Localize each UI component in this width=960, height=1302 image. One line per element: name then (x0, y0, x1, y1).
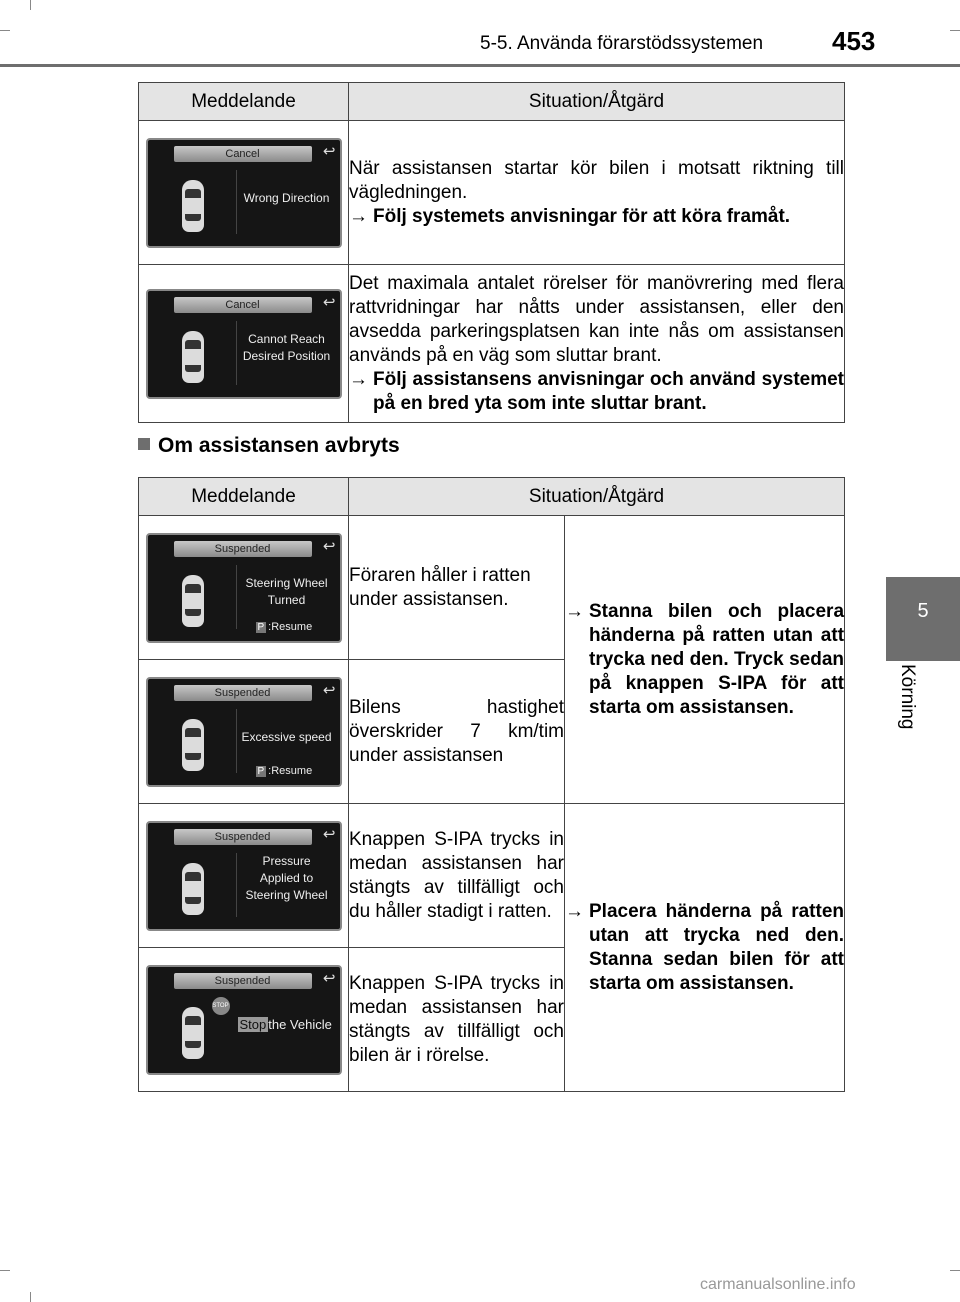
parking-button-icon: P (257, 765, 265, 777)
status-bar: Suspended (174, 829, 312, 845)
display-screen (146, 138, 342, 248)
display-screen (146, 677, 342, 787)
display-screen (146, 965, 342, 1075)
section-heading-text: Om assistansen avbryts (158, 434, 400, 457)
display-screen (146, 289, 342, 399)
column-header-situation: Situation/Åtgärd (349, 478, 845, 516)
situation-text: Knappen S-IPA trycks in medan assistansen har stängts av tillfälligt och du håller stadigt i ratten. (349, 804, 565, 948)
column-header-situation: Situation/Åtgärd (349, 83, 845, 121)
table-row (139, 804, 845, 948)
screen-divider (236, 709, 237, 773)
back-icon: ↩ (322, 142, 336, 160)
status-bar: Cancel (174, 146, 312, 162)
stop-word: Stop (239, 1016, 267, 1032)
car-icon (182, 575, 204, 627)
screen-divider (236, 565, 237, 629)
crop-mark (0, 30, 10, 31)
screen-divider (236, 170, 237, 234)
screen-message: Pressure Applied to Steering Wheel (245, 853, 328, 902)
screen-message: Cannot Reach Desired Position (242, 331, 331, 363)
screen-message: Excessive speed (241, 729, 332, 744)
square-bullet-icon (138, 438, 150, 450)
back-icon: ↩ (322, 969, 336, 987)
status-bar: Suspended (174, 541, 312, 557)
situation-text: Bilens hastighet överskrider 7 km/tim under assistansen (349, 660, 565, 804)
section-heading (138, 434, 400, 458)
table-row (139, 265, 845, 423)
page-number: 453 (832, 26, 876, 56)
crop-mark (950, 30, 960, 31)
back-icon: ↩ (322, 825, 336, 843)
car-icon (182, 331, 204, 383)
back-icon: ↩ (322, 681, 336, 699)
table-row (139, 516, 845, 660)
crop-mark (950, 1270, 960, 1271)
header-divider (0, 64, 960, 67)
screen-message (238, 1017, 332, 1032)
watermark: carmanualsonline.info (700, 1276, 856, 1293)
resume-hint: P :Resume (257, 620, 313, 633)
message-table-2 (138, 477, 845, 1092)
screen-divider (236, 853, 237, 917)
arrow-icon: → (349, 205, 368, 227)
column-header-message: Meddelande (139, 478, 349, 516)
column-header-message: Meddelande (139, 83, 349, 121)
screen-message: Wrong Direction (243, 190, 330, 205)
resume-label: Resume (271, 764, 313, 777)
crop-mark (30, 1292, 31, 1302)
situation-text: Föraren håller i ratten under assistansen. (349, 516, 565, 660)
screen-divider (236, 321, 237, 385)
action-text: Följ assistansens anvisningar och använd systemet på en bred yta som inte sluttar brant. (373, 368, 844, 414)
car-icon (182, 863, 204, 915)
status-bar: Suspended (174, 685, 312, 701)
chapter-label: Körning (897, 664, 918, 730)
situation-text: När assistansen startar kör bilen i motsatt riktning till vägledningen. (349, 157, 844, 203)
display-screen (146, 821, 342, 931)
stop-sign-icon: STOP (212, 997, 230, 1015)
chapter-number: 5 (917, 600, 929, 622)
situation-text: Knappen S-IPA trycks in medan assistansen har stängts av tillfälligt och bilen är i rörelse. (349, 948, 565, 1092)
table-row (139, 121, 845, 265)
status-bar: Cancel (174, 297, 312, 313)
arrow-icon: → (565, 900, 584, 922)
arrow-icon: → (349, 368, 368, 390)
car-icon (182, 1007, 204, 1059)
screen-message: Steering Wheel Turned (245, 575, 328, 607)
message-table-1 (138, 82, 845, 423)
crop-mark (30, 0, 31, 10)
action-text: Följ systemets anvisningar för att köra framåt. (373, 205, 791, 227)
resume-label: Resume (271, 620, 313, 633)
action-text: Placera händerna på ratten utan att trycka ned den. Stanna sedan bilen för att starta om assistansen. (589, 900, 845, 994)
header-section-title: 5-5. Använda förarstödssystemen (480, 33, 764, 54)
back-icon: ↩ (322, 293, 336, 311)
status-bar: Suspended (174, 973, 312, 989)
crop-mark (0, 1270, 10, 1271)
display-screen (146, 533, 342, 643)
situation-text: Det maximala antalet rörelser för manövrering med flera rattvridningar har nåtts under assistansen, eller den avsedda parkeringsplatsen kan inte nås om assistansen används på en väg som sluttar brant. (349, 272, 844, 366)
arrow-icon: → (565, 600, 584, 622)
car-icon (182, 719, 204, 771)
car-icon (182, 180, 204, 232)
back-icon: ↩ (322, 537, 336, 555)
stop-rest: the Vehicle (268, 1016, 332, 1032)
resume-hint: P :Resume (257, 764, 313, 777)
action-text: Stanna bilen och placera händerna på ratten utan att trycka ned den. Tryck sedan på knappen S-IPA för att starta om assistansen. (589, 600, 845, 718)
parking-button-icon: P (257, 621, 265, 633)
